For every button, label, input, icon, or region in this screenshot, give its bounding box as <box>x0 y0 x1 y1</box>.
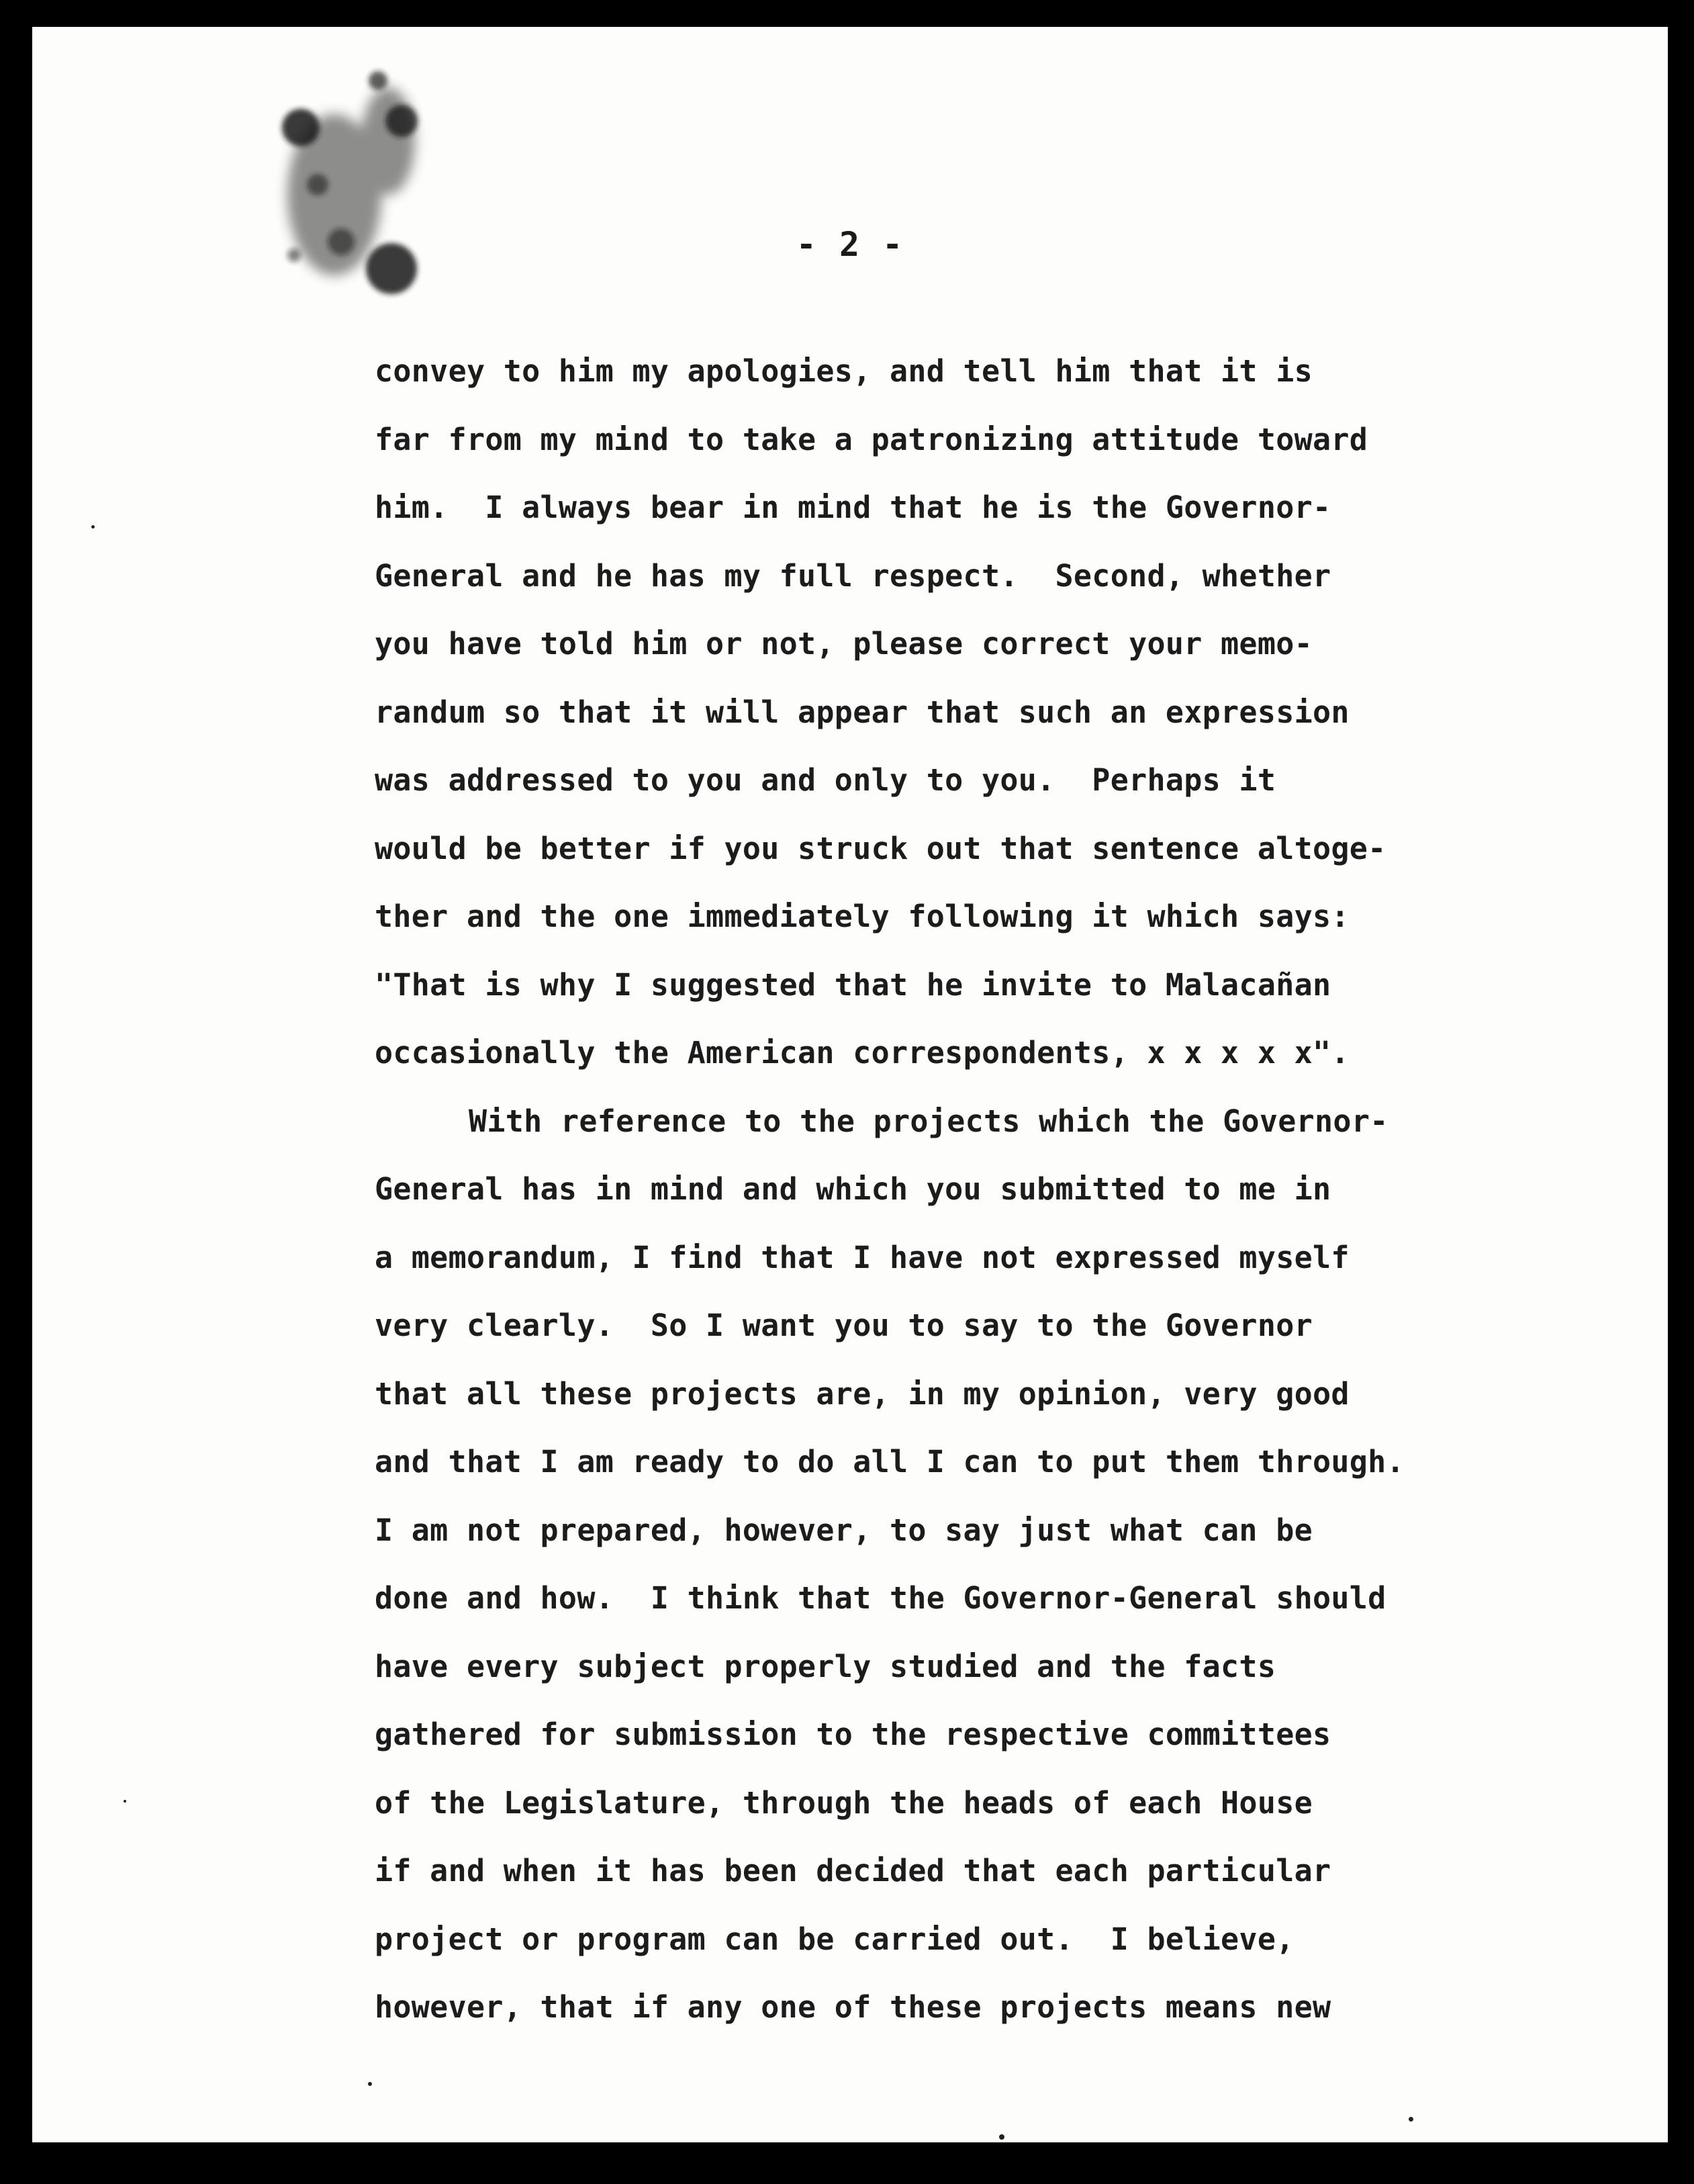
ink-blot-stain <box>254 40 469 336</box>
text-line: ther and the one immediately following it which says: <box>375 899 1350 934</box>
dust-speck <box>999 2134 1004 2140</box>
text-line: a memorandum, I find that I have not expressed myself <box>375 1239 1350 1275</box>
text-line: would be better if you struck out that sentence altoge- <box>375 830 1386 866</box>
text-line: General has in mind and which you submitted to me in <box>375 1171 1331 1207</box>
text-line: was addressed to you and only to you. Perhaps it <box>375 762 1276 798</box>
text-line: very clearly. So I want you to say to the Governor <box>375 1308 1313 1343</box>
dust-speck <box>91 525 95 529</box>
text-line: that all these projects are, in my opinion, very good <box>375 1375 1350 1412</box>
text-line: and that I am ready to do all I can to put them through. <box>375 1444 1405 1480</box>
text-line: him. I always bear in mind that he is the Governor- <box>375 490 1331 525</box>
text-line: randum so that it will appear that such an expression <box>375 694 1350 730</box>
text-line: convey to him my apologies, and tell him that it is <box>375 353 1313 389</box>
text-line: have every subject properly studied and the facts <box>375 1648 1276 1684</box>
text-line: of the Legislature, through the heads of each House <box>375 1784 1313 1821</box>
text-line: if and when it has been decided that each particular <box>375 1853 1331 1889</box>
text-line: General and he has my full respect. Second, whether <box>375 557 1331 594</box>
text-line: however, that if any one of these projects means new <box>375 1989 1331 2025</box>
paragraph-start-line: With reference to the projects which the Governor- <box>469 1103 1389 1139</box>
page-number: - 2 - <box>796 225 904 264</box>
document-page <box>32 27 1668 2142</box>
dust-speck <box>1409 2117 1413 2122</box>
letter-body <box>375 337 1570 2042</box>
text-line: "That is why I suggested that he invite to Malacañan <box>375 966 1331 1003</box>
text-line: you have told him or not, please correct your memo- <box>375 626 1313 662</box>
text-line: I am not prepared, however, to say just what can be <box>375 1512 1313 1548</box>
text-line: far from my mind to take a patronizing attitude toward <box>375 421 1368 457</box>
dust-speck <box>124 1800 126 1803</box>
dust-speck <box>368 2082 372 2086</box>
text-line: done and how. I think that the Governor-General should <box>375 1580 1386 1616</box>
text-line: project or program can be carried out. I believe, <box>375 1921 1295 1957</box>
text-line: gathered for submission to the respective committees <box>375 1717 1331 1752</box>
text-line: occasionally the American correspondents, x x x x x". <box>375 1035 1350 1071</box>
